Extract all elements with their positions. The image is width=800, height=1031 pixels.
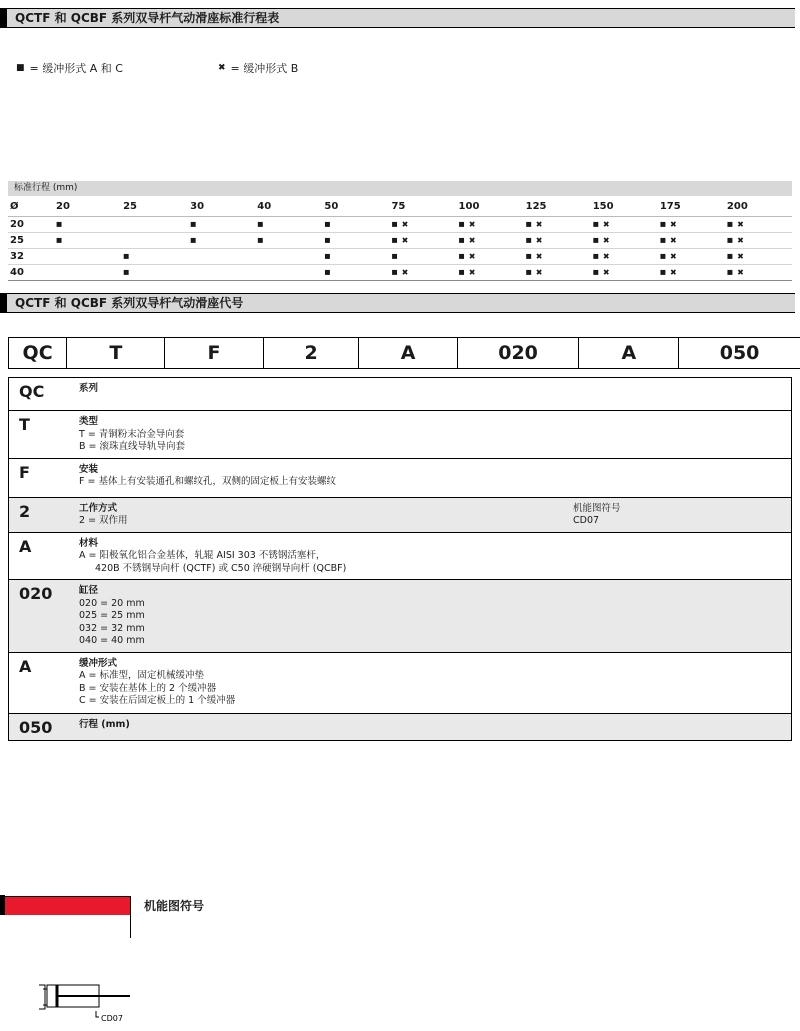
code-section-header bbox=[0, 293, 795, 313]
code-option-line: T = 青铜粉末冶金导向套 bbox=[79, 428, 185, 440]
stroke-availability-cell: ■ bbox=[324, 220, 331, 228]
stroke-availability-cell bbox=[54, 265, 121, 280]
stroke-availability-cell: ■ bbox=[56, 236, 63, 244]
stroke-availability-cell: ■ bbox=[257, 220, 264, 228]
code-cell: A bbox=[19, 536, 32, 556]
code-option-line: 020 = 20 mm bbox=[79, 597, 145, 609]
stroke-availability-cell bbox=[255, 249, 322, 264]
code-box: F bbox=[164, 337, 263, 369]
order-code-boxes bbox=[8, 337, 792, 369]
code-title: 类型 bbox=[79, 416, 99, 427]
code-description bbox=[71, 459, 791, 497]
stroke-column-header: 100 bbox=[458, 201, 480, 212]
stroke-availability-cell: ■ ✖ bbox=[659, 252, 677, 261]
code-option-line: 032 = 32 mm bbox=[79, 622, 145, 634]
stroke-column-header: 40 bbox=[257, 201, 272, 212]
stroke-table-row bbox=[8, 265, 792, 281]
stroke-table-row bbox=[8, 233, 792, 249]
stroke-availability-cell: ■ bbox=[190, 220, 197, 228]
code-row bbox=[9, 653, 791, 714]
code-title: 工作方式 bbox=[79, 502, 118, 514]
header-left-tab bbox=[0, 8, 7, 28]
diameter-column-header: Ø bbox=[10, 201, 19, 212]
footer-section-title: 机能图符号 bbox=[144, 898, 205, 913]
footer-divider-line bbox=[130, 896, 131, 938]
stroke-table bbox=[8, 181, 792, 281]
stroke-column-header: 25 bbox=[123, 201, 137, 212]
stroke-availability-cell: ■ ✖ bbox=[726, 236, 744, 245]
footer-section bbox=[0, 895, 204, 915]
stroke-table-body bbox=[8, 217, 792, 281]
stroke-table-row bbox=[8, 249, 792, 265]
code-option-line: F = 基体上有安装通孔和螺纹孔，双侧的固定板上有安装螺纹 bbox=[79, 476, 336, 487]
stroke-table-title: 标准行程 (mm) bbox=[8, 181, 792, 196]
code-option-line: C = 安装在后固定板上的 1 个缓冲器 bbox=[79, 695, 236, 706]
stroke-availability-cell: ■ ✖ bbox=[458, 268, 476, 277]
code-option-line: B = 安装在基体上的 2 个缓冲器 bbox=[79, 682, 217, 694]
diameter-cell: 32 bbox=[10, 251, 24, 262]
code-row bbox=[9, 533, 791, 581]
code-row bbox=[9, 411, 791, 459]
stroke-availability-cell: ■ ✖ bbox=[726, 220, 744, 229]
code-option-line: B = 滚珠直线导轨导向套 bbox=[79, 441, 186, 452]
code-title: 系列 bbox=[79, 383, 99, 394]
code-row bbox=[9, 580, 791, 653]
code-cell: T bbox=[19, 415, 30, 434]
stroke-section-header bbox=[0, 8, 795, 28]
legend-item bbox=[16, 60, 123, 76]
code-row bbox=[9, 378, 791, 411]
header-left-tab bbox=[0, 293, 7, 313]
stroke-availability-cell: ■ bbox=[257, 236, 264, 244]
stroke-availability-cell bbox=[121, 217, 188, 232]
code-description bbox=[71, 498, 573, 532]
code-box: 050 bbox=[678, 337, 800, 369]
stroke-column-header: 175 bbox=[659, 201, 681, 212]
code-option-line: 025 = 25 mm bbox=[79, 610, 145, 621]
stroke-column-header: 150 bbox=[592, 201, 614, 212]
stroke-availability-cell bbox=[188, 265, 255, 280]
code-title: 缸径 bbox=[79, 585, 99, 596]
function-symbol-code: CD07 bbox=[573, 515, 600, 526]
legend-symbol-icon: ✖ bbox=[217, 63, 226, 73]
code-cell: 020 bbox=[19, 584, 53, 603]
code-option-line: 420B 不锈钢导向杆 (QCTF) 或 C50 淬硬钢导向杆 (QCBF) bbox=[95, 562, 347, 574]
diameter-cell: 25 bbox=[10, 235, 24, 246]
stroke-availability-cell bbox=[188, 249, 255, 264]
code-description bbox=[71, 580, 791, 652]
stroke-availability-cell: ■ ✖ bbox=[525, 236, 543, 245]
function-symbol-label: 机能图符号 bbox=[573, 502, 621, 514]
stroke-availability-cell: ■ ✖ bbox=[525, 268, 543, 277]
code-row bbox=[9, 498, 791, 533]
code-description bbox=[71, 378, 791, 410]
stroke-availability-cell: ■ bbox=[190, 236, 197, 244]
stroke-availability-cell: ■ ✖ bbox=[659, 220, 677, 229]
code-box: T bbox=[66, 337, 165, 369]
stroke-availability-cell bbox=[54, 249, 121, 264]
code-description bbox=[71, 714, 791, 740]
code-option-line: A = 标准型，固定机械缓冲垫 bbox=[79, 670, 204, 681]
diameter-cell: 40 bbox=[10, 267, 24, 278]
stroke-availability-cell: ■ ✖ bbox=[391, 220, 409, 229]
stroke-availability-cell: ■ ✖ bbox=[592, 220, 610, 229]
function-symbol-ref bbox=[573, 498, 791, 532]
stroke-availability-cell: ■ bbox=[324, 236, 331, 244]
stroke-availability-cell: ■ ✖ bbox=[726, 252, 744, 261]
code-title: 行程 (mm) bbox=[79, 718, 130, 730]
code-cell: QC bbox=[19, 382, 45, 401]
stroke-availability-cell: ■ bbox=[56, 220, 63, 228]
code-box: 2 bbox=[263, 337, 360, 369]
code-option-line: 2 = 双作用 bbox=[79, 515, 128, 526]
code-title: 材料 bbox=[79, 537, 99, 549]
stroke-availability-cell: ■ ✖ bbox=[592, 236, 610, 245]
stroke-availability-cell: ■ ✖ bbox=[391, 268, 409, 277]
stroke-availability-cell: ■ ✖ bbox=[592, 268, 610, 277]
cylinder-symbol-icon bbox=[30, 975, 150, 1027]
stroke-availability-cell: ■ ✖ bbox=[525, 252, 543, 261]
code-option-line: 040 = 40 mm bbox=[79, 635, 145, 646]
code-box: 020 bbox=[457, 337, 580, 369]
stroke-availability-cell: ■ bbox=[391, 252, 398, 260]
stroke-column-header: 30 bbox=[190, 201, 205, 212]
legend-text: = 缓冲形式 A 和 C bbox=[29, 62, 123, 75]
stroke-table-row bbox=[8, 217, 792, 233]
footer-red-bar bbox=[5, 896, 130, 915]
code-option-line: A = 阳极氧化铝合金基体，轧辊 AISI 303 不锈钢活塞杆， bbox=[79, 550, 326, 561]
stroke-column-header: 75 bbox=[391, 201, 406, 212]
code-box: A bbox=[578, 337, 679, 369]
code-box: QC bbox=[8, 337, 67, 369]
code-cell: 2 bbox=[19, 501, 31, 521]
stroke-column-header: 20 bbox=[56, 201, 70, 212]
code-detail-table bbox=[8, 377, 792, 741]
code-cell: 050 bbox=[19, 717, 53, 737]
code-cell: A bbox=[19, 656, 32, 676]
code-cell: F bbox=[19, 462, 30, 482]
stroke-column-header: 200 bbox=[726, 201, 748, 212]
stroke-table-header-row bbox=[8, 196, 792, 217]
stroke-availability-cell: ■ bbox=[123, 268, 130, 276]
stroke-availability-cell: ■ ✖ bbox=[458, 236, 476, 245]
code-section-title: QCTF 和 QCBF 系列双导杆气动滑座代号 bbox=[7, 293, 795, 313]
stroke-availability-cell: ■ bbox=[324, 268, 331, 276]
stroke-availability-cell: ■ ✖ bbox=[525, 220, 543, 229]
code-description bbox=[71, 653, 791, 713]
stroke-availability-cell: ■ ✖ bbox=[458, 252, 476, 261]
cushion-legend bbox=[16, 60, 298, 76]
stroke-availability-cell: ■ ✖ bbox=[391, 236, 409, 245]
stroke-availability-cell: ■ bbox=[324, 252, 331, 260]
diameter-cell: 20 bbox=[10, 219, 24, 230]
stroke-availability-cell: ■ ✖ bbox=[659, 268, 677, 277]
code-description bbox=[71, 533, 791, 580]
stroke-column-header: 125 bbox=[525, 201, 547, 212]
code-title: 安装 bbox=[79, 463, 99, 475]
code-box: A bbox=[358, 337, 457, 369]
stroke-availability-cell: ■ ✖ bbox=[458, 220, 476, 229]
stroke-availability-cell bbox=[121, 233, 188, 248]
code-description bbox=[71, 411, 791, 458]
legend-item bbox=[218, 60, 298, 76]
stroke-availability-cell: ■ ✖ bbox=[659, 236, 677, 245]
legend-text: = 缓冲形式 B bbox=[230, 62, 299, 75]
legend-symbol-icon: ■ bbox=[16, 63, 25, 73]
code-row bbox=[9, 714, 791, 740]
code-title: 缓冲形式 bbox=[79, 657, 118, 669]
stroke-availability-cell: ■ bbox=[123, 252, 130, 260]
symbol-code-label: CD07 bbox=[101, 1014, 123, 1023]
code-row bbox=[9, 459, 791, 498]
stroke-section-title: QCTF 和 QCBF 系列双导杆气动滑座标准行程表 bbox=[7, 8, 795, 28]
stroke-column-header: 50 bbox=[324, 201, 339, 212]
stroke-availability-cell bbox=[255, 265, 322, 280]
stroke-availability-cell: ■ ✖ bbox=[726, 268, 744, 277]
stroke-availability-cell: ■ ✖ bbox=[592, 252, 610, 261]
